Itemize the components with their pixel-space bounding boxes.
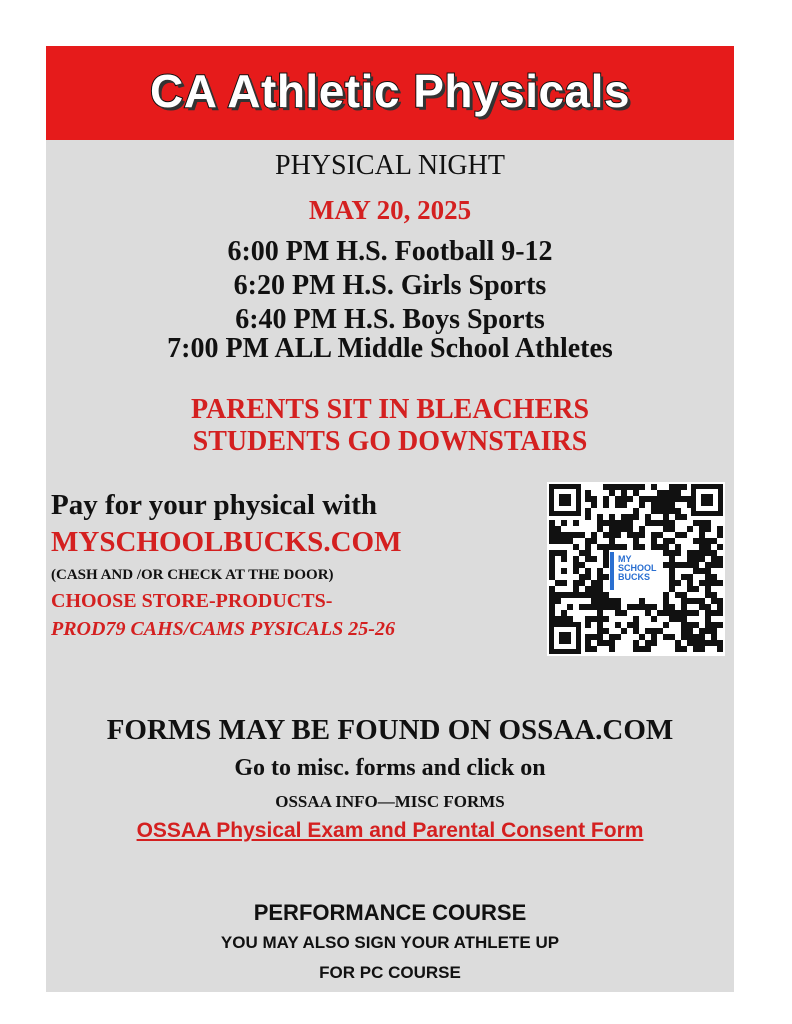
schedule-item: 6:00 PM H.S. Football 9-12	[227, 236, 553, 267]
logo-text: SCHOOL	[618, 563, 657, 573]
qr-code[interactable]	[547, 482, 725, 656]
forms-path: OSSAA INFO—MISC FORMS	[275, 792, 505, 811]
instruction-parents: PARENTS SIT IN BLEACHERS	[190, 394, 590, 425]
page-title: CA Athletic Physicals	[149, 65, 631, 117]
forms-instruction: Go to misc. forms and click on	[234, 755, 546, 781]
performance-line: FOR PC COURSE	[319, 963, 461, 982]
consent-form-link[interactable]: OSSAA Physical Exam and Parental Consent Form	[136, 819, 644, 842]
logo-text: MY	[618, 554, 632, 564]
schedule-item: 7:00 PM ALL Middle School Athletes	[167, 333, 613, 364]
flyer	[46, 46, 734, 992]
instruction-students: STUDENTS GO DOWNSTAIRS	[192, 426, 588, 457]
payment-intro: Pay for your physical with	[51, 489, 378, 521]
payment-alternative: (CASH AND /OR CHECK AT THE DOOR)	[51, 567, 334, 583]
schedule-item: 6:40 PM H.S. Boys Sports	[235, 304, 545, 335]
performance-heading: PERFORMANCE COURSE	[253, 900, 527, 925]
event-date: MAY 20, 2025	[308, 195, 472, 225]
myschoolbucks-logo	[610, 552, 658, 590]
title-banner	[46, 46, 734, 140]
payment-product: PROD79 CAHS/CAMS PYSICALS 25-26	[51, 618, 395, 640]
schedule-item: 6:20 PM H.S. Girls Sports	[233, 270, 547, 301]
event-heading: PHYSICAL NIGHT	[275, 150, 505, 181]
payment-store: CHOOSE STORE-PRODUCTS-	[51, 590, 333, 612]
logo-text: BUCKS	[618, 572, 651, 582]
forms-heading: FORMS MAY BE FOUND ON OSSAA.COM	[106, 714, 674, 746]
payment-site: MYSCHOOLBUCKS.COM	[51, 526, 402, 558]
performance-line: YOU MAY ALSO SIGN YOUR ATHLETE UP	[220, 933, 560, 952]
